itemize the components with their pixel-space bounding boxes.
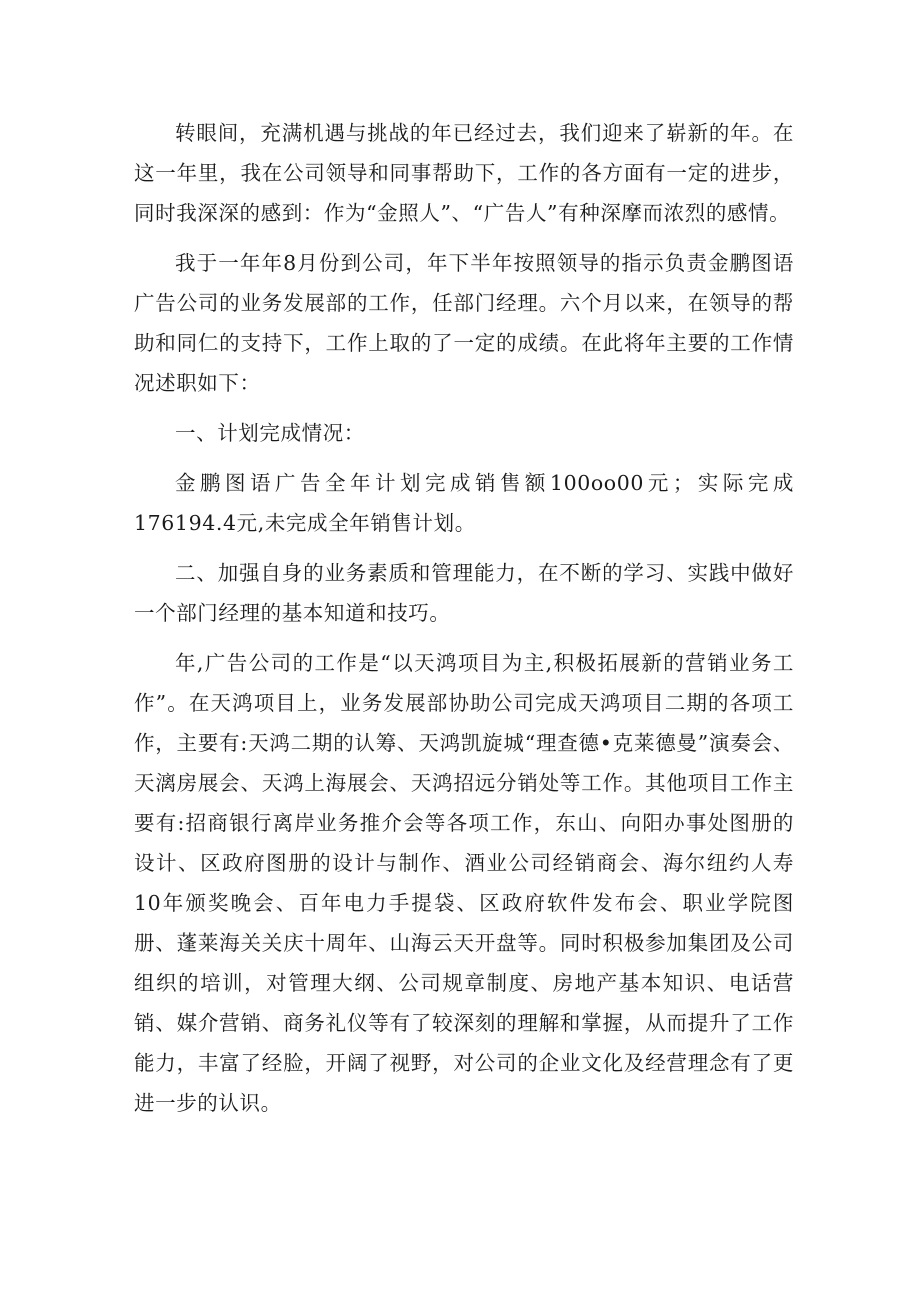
paragraph-background: 我于一年年8月份到公司，年下半年按照领导的指示负责金鹏图语广告公司的业务发展部的工作，任部门经理。六个月以来，在领导的帮助和同仁的支持下，工作上取的了一定的成绩。在此将年主要的工作情况述职如下：: [134, 251, 794, 395]
section-heading-plan: 一、计划完成情况：: [175, 421, 365, 445]
paragraph-sales: 金鹏图语广告全年计划完成销售额100oo00元；实际完成176194.4元,未完成全年销售计划。: [134, 471, 794, 535]
section-heading-skills: 二、加强自身的业务素质和管理能力，在不断的学习、实践中做好一个部门经理的基本知道和技巧。: [134, 561, 794, 625]
paragraph-intro: 转眼间，充满机遇与挑战的年已经过去，我们迎来了崭新的年。在这一年里，我在公司领导和同事帮助下，工作的各方面有一定的进步，同时我深深的感到：作为“金照人”、“广告人”有种深摩而浓烈的感情。: [134, 121, 794, 225]
paragraph-work-details: 年,广告公司的工作是“以天鸿项目为主,积极拓展新的营销业务工作”。在天鸿项目上，业务发展部协助公司完成天鸿项目二期的各项工作，主要有:天鸿二期的认筹、天鸿凯旋城“理查德•克莱德曼”演奏会、天漓房展会、天鸿上海展会、天鸿招远分销处等工作。其他项目工作主要有:招商银行离岸业务推介会等各项工作，东山、向阳办事处图册的设计、区政府图册的设计与制作、酒业公司经销商会、海尔纽约人寿10年颁奖晚会、百年电力手提袋、区政府软件发布会、职业学院图册、蓬莱海关关庆十周年、山海云天开盘等。同时积极参加集团及公司组织的培训，对管理大纲、公司规章制度、房地产基本知识、电话营销、媒介营销、商务礼仪等有了较深刻的理解和掌握，从而提升了工作能力，丰富了经脸，开阔了视野，对公司的企业文化及经营理念有了更进一步的认识。: [134, 651, 794, 1115]
document-body: [134, 113, 794, 1123]
